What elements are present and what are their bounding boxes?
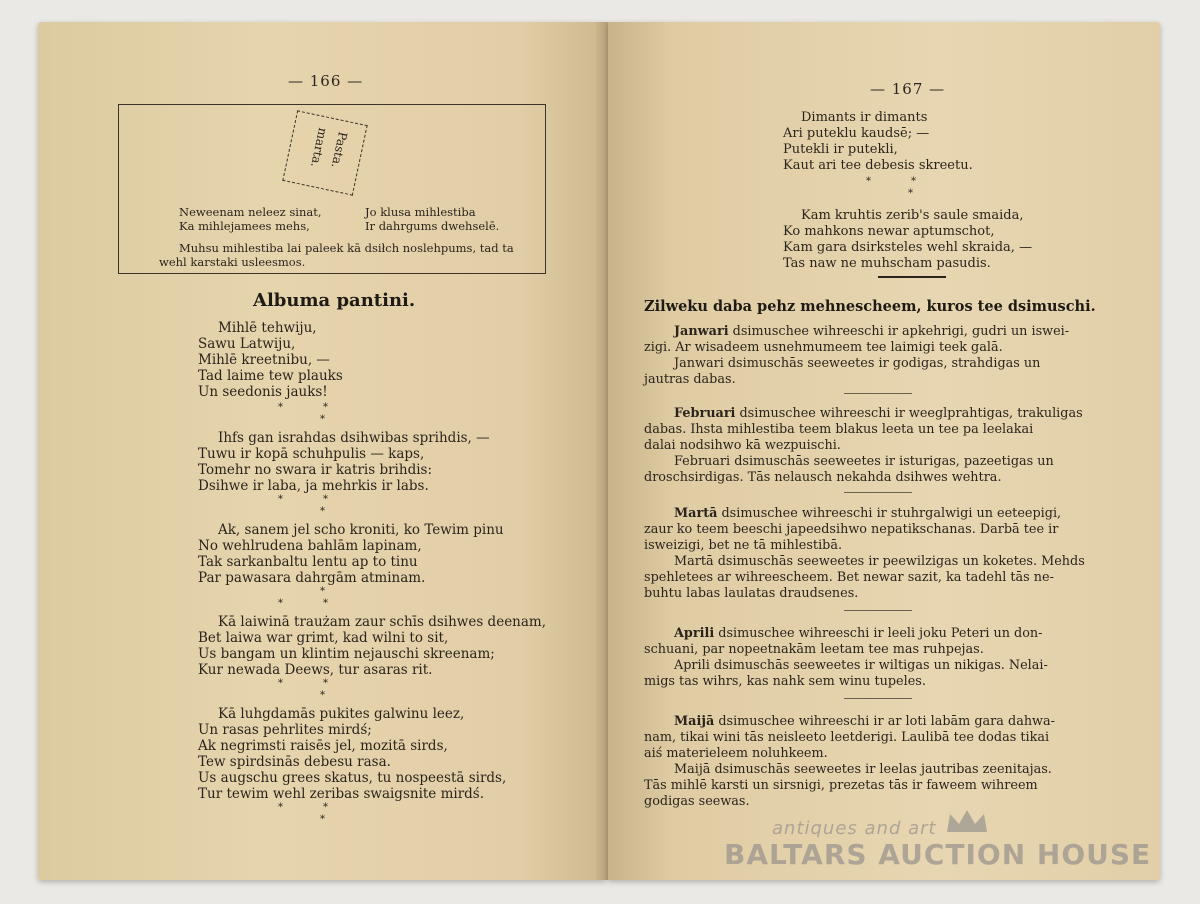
stars-5b: * [320, 814, 365, 825]
stars-2b: * [320, 506, 365, 517]
album-title: Albuma pantini. [253, 290, 416, 311]
divider-4 [844, 698, 912, 699]
watermark-tagline: antiques and art [772, 818, 937, 839]
stanza-5: Kā luhgdamās pukites galwinu leez, Un rasas pehrlites mirdś; Ak negrimsti raisēs jel, mozitā sirds, Tew spirdsinās debesu rasa. Us augschu grees skatus, tu nospeestā sirds, Tur tewim wehl zeribas swaigsnite mirdś. [198, 706, 507, 802]
month-january: Janwari dsimuschee wihreeschi ir apkehrigi, gudri un iswei- zigi. Ar wisadeem usnehmumeem tee laimigi teek galā. Janwari dsimuschās seeweetes ir godigas, strahdigas un jautras dabas. [644, 324, 1070, 387]
stars-2: ** [278, 494, 368, 505]
stanza-4: Kā laiwinā traużam zaur schīs dsihwes deenam, Bet laiwa war grimt, kad wilni to sit, Us bangam un klintim nejauschi skreenam; Kur newada Deews, tur asaras rit. [198, 614, 547, 678]
divider-1 [844, 393, 912, 394]
right-stars-1b: * [908, 188, 953, 199]
tag-text-2: marta. [308, 126, 331, 169]
stanza-1: Mihlē tehwiju, Sawu Latwiju, Mihlē kreetnibu, — Tad laime tew plauks Un seedonis jauks! [198, 320, 343, 400]
inset-verse-a: Neweenam neleez sinat, Ka mihlejamees mehs, [179, 205, 322, 233]
stars-1b: * [320, 414, 365, 425]
month-february: Februari dsimuschee wihreeschi ir weeglprahtigas, trakuligas dabas. Ihsta mihlestiba teem blakus leeta un tee pa leelakai dalai nodsihwo kā wezpuischi. Februari dsimuschās seeweetes ir isturigas, pazeetigas un droschsirdigas. Tās nelausch nekahda dsihwes wehtra. [644, 406, 1083, 485]
left-page [38, 22, 606, 880]
stars-3: * [320, 586, 365, 597]
page-number-right: — 167 — [870, 80, 946, 98]
divider-3 [844, 610, 912, 611]
gift-tag [282, 110, 367, 195]
divider-2 [844, 492, 912, 493]
section-divider [878, 276, 946, 278]
stars-5: ** [278, 802, 368, 813]
tag-text-1: Pasta. [328, 130, 350, 170]
inset-verse-b: Jo klusa mihlestiba Ir dahrgums dwehselē. [365, 205, 500, 233]
page-number-left: — 166 — [288, 72, 364, 90]
stars-4: ** [278, 678, 368, 689]
inset-box [118, 104, 546, 274]
stars-3b: ** [278, 598, 368, 609]
stars-1: ** [278, 402, 368, 413]
right-stanza-1: Dimants ir dimants Ari puteklu kaudsē; — Putekli ir putekli, Kaut ari tee debesis skreetu. [783, 110, 973, 173]
section-title: Zilweku daba pehz mehnescheem, kuros tee dsimuschi. [644, 298, 1096, 315]
watermark-brand: BALTARS AUCTION HOUSE [724, 838, 1152, 871]
stanza-2: Ihfs gan israhdas dsihwibas sprihdis, — Tuwu ir kopā schuhpulis — kaps, Tomehr no swara ir katris brihdis: Dsihwe ir laba, ja mehrkis ir labs. [198, 430, 490, 494]
month-april: Aprili dsimuschee wihreeschi ir leeli joku Peteri un don- schuani, par nopeetnakām leetam tee mas ruhpejas. Aprili dsimuschās seeweetes ir wiltigas un nikigas. Nelai- migs tas wihrs, kas nahk sem winu tupeles. [644, 626, 1048, 689]
month-march: Martā dsimuschee wihreeschi ir stuhrgalwigi un eeteepigi, zaur ko teem beeschi japeedsihwo nepatikschanas. Darbā tee ir isweizigi, bet ne tā mihlestibā. Martā dsimuschās seeweetes ir peewilzigas un koketes. Mehds spehletees ar wihreescheem. Bet newar sazit, ka tadehl tās ne- buhtu labas laulatas draudsenes. [644, 506, 1085, 601]
month-may: Maijā dsimuschee wihreeschi ir ar loti labām gara dahwa- nam, tikai wini tās neisleeto leetderigi. Laulibā tee dodas tikai aiś materieleem noluhkeem. Maijā dsimuschās seeweetes ir leelas jautribas zeenitajas. Tās mihlē karsti un sirsnigi, prezetas tās ir faweem wihreem godigas seewas. [644, 714, 1055, 809]
crown-icon [944, 808, 990, 834]
right-stars-1: ** [866, 176, 956, 187]
stars-4b: * [320, 690, 365, 701]
stanza-3: Ak, sanem jel scho kroniti, ko Tewim pinu No wehlrudena bahlām lapinam, Tak sarkanbaltu lentu ap to tinu Par pawasara dahrgām atminam. [198, 522, 504, 586]
inset-note: Muhsu mihlestiba lai paleek kā dsiłch noslehpums, tad ta wehl karstaki usleesmos. [159, 241, 514, 269]
right-page [608, 22, 1160, 880]
right-stanza-2: Kam kruhtis zerib's saule smaida, Ko mahkons newar aptumschot, Kam gara dsirksteles wehl skraida, — Tas naw ne muhscham pasudis. [783, 208, 1033, 271]
open-book [30, 22, 1170, 886]
